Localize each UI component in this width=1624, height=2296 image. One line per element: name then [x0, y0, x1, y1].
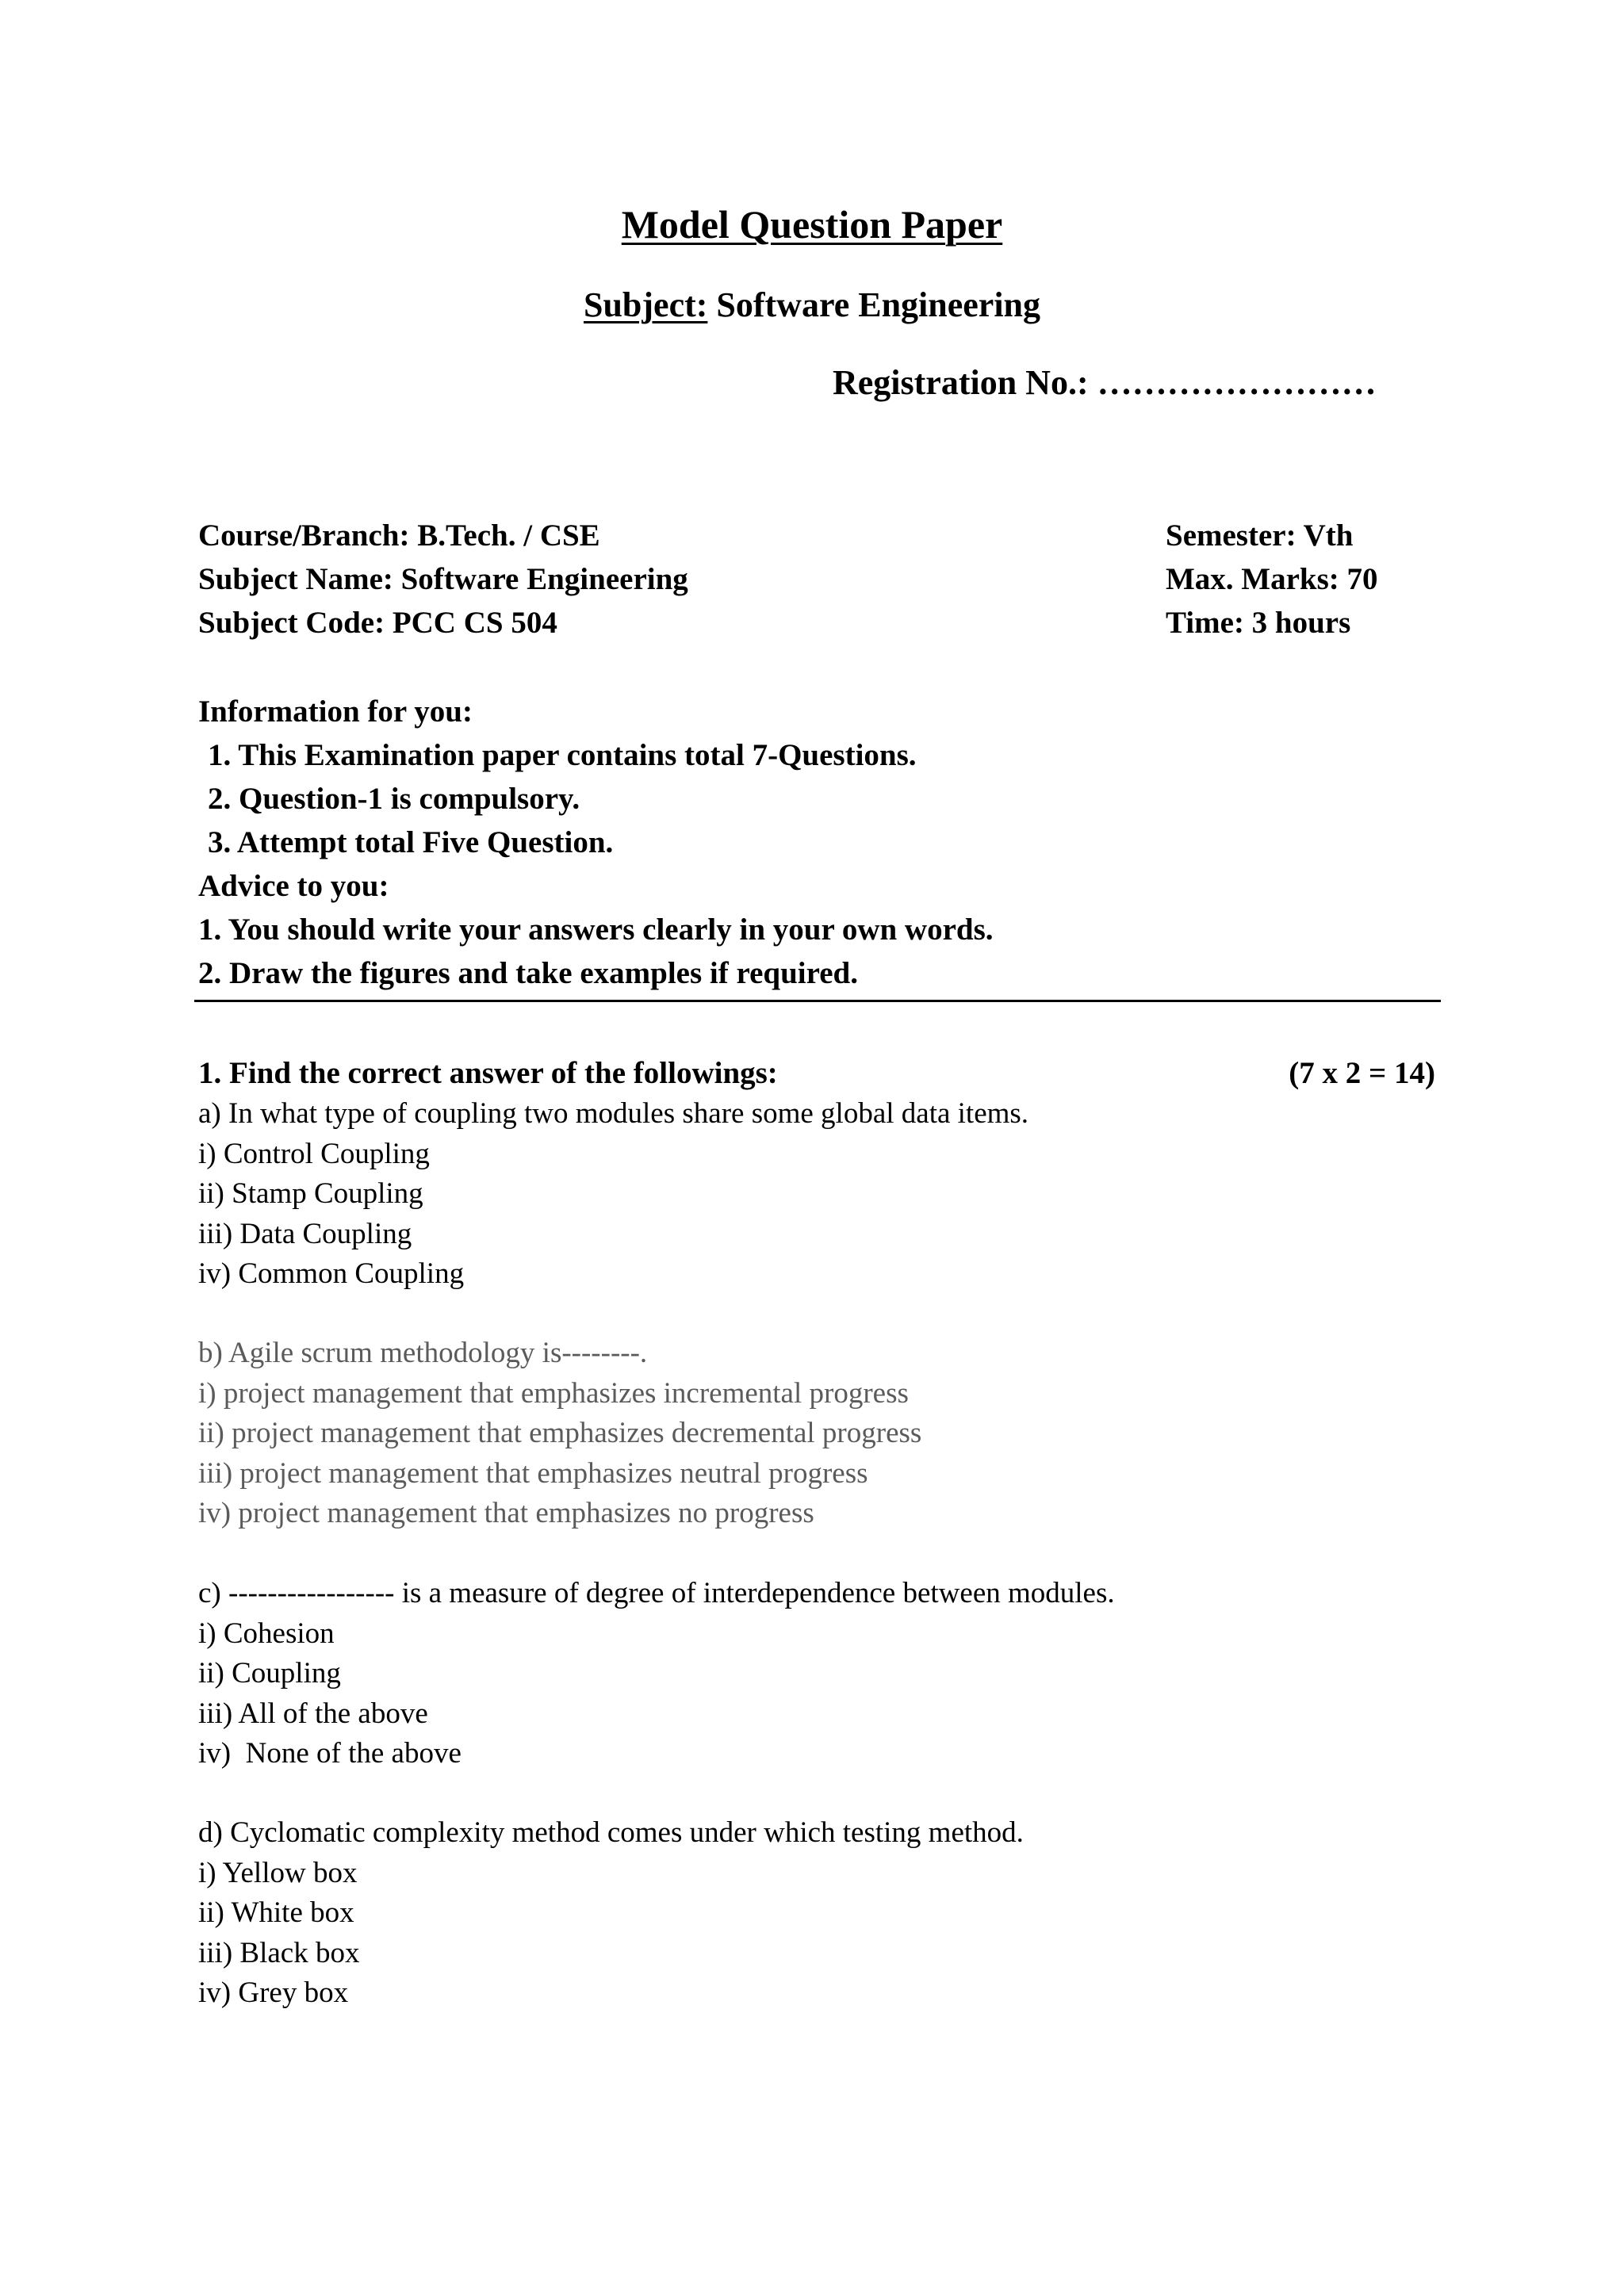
registration-number-line: Registration No.: ……………………	[833, 363, 1377, 402]
mcq-a	[198, 1094, 1028, 1295]
subject-name: Subject Name: Software Engineering	[198, 562, 688, 596]
exam-time: Time: 3 hours	[1166, 606, 1351, 640]
subject-label: Subject:	[583, 285, 708, 324]
mcq-question: d) Cyclomatic complexity method comes under which testing method.	[198, 1816, 1024, 1849]
instructions	[198, 690, 994, 995]
mcq-d	[198, 1813, 1024, 2014]
advice-item: 1. You should write your answers clearly in your own words.	[198, 913, 994, 947]
information-item: 1. This Examination paper contains total 7-Questions.	[208, 738, 917, 772]
mcq-option: ii) Stamp Coupling	[198, 1177, 423, 1210]
mcq-option: iii) Data Coupling	[198, 1217, 412, 1250]
exam-details	[1166, 514, 1378, 645]
mcq-c	[198, 1574, 1115, 1774]
mcq-option: iii) project management that emphasizes neutral progress	[198, 1456, 868, 1490]
horizontal-divider	[194, 1000, 1441, 1002]
information-heading: Information for you:	[198, 695, 473, 729]
subject-heading	[0, 281, 1624, 329]
course-branch: Course/Branch: B.Tech. / CSE	[198, 519, 600, 553]
page-title	[0, 197, 1624, 252]
advice-heading: Advice to you:	[198, 869, 389, 903]
mcq-b	[198, 1334, 921, 1534]
mcq-option: iv) Grey box	[198, 1976, 349, 2009]
information-item: 2. Question-1 is compulsory.	[208, 782, 580, 816]
mcq-question: a) In what type of coupling two modules share some global data items.	[198, 1097, 1029, 1130]
mcq-option: iii) Black box	[198, 1936, 360, 1969]
mcq-question: c) ----------------- is a measure of degree of interdependence between modules.	[198, 1577, 1115, 1609]
semester: Semester: Vth	[1166, 519, 1354, 553]
mcq-option: iv) None of the above	[198, 1737, 462, 1770]
information-item: 3. Attempt total Five Question.	[208, 825, 614, 859]
mcq-option: iii) All of the above	[198, 1697, 428, 1730]
mcq-option: iv) project management that emphasizes no progress	[198, 1497, 814, 1529]
mcq-option: ii) White box	[198, 1896, 354, 1929]
mcq-option: iv) Common Coupling	[198, 1257, 465, 1290]
mcq-option: i) project management that emphasizes incremental progress	[198, 1376, 909, 1410]
question-1-marks: (7 x 2 = 14)	[1289, 1056, 1435, 1090]
advice-item: 2. Draw the figures and take examples if required.	[198, 956, 858, 990]
max-marks: Max. Marks: 70	[1166, 562, 1378, 596]
mcq-option: ii) project management that emphasizes decremental progress	[198, 1417, 922, 1449]
subject-code: Subject Code: PCC CS 504	[198, 606, 557, 640]
question-1-heading	[198, 1051, 1435, 1095]
mcq-option: i) Cohesion	[198, 1617, 335, 1650]
mcq-option: i) Control Coupling	[198, 1137, 430, 1170]
mcq-option: ii) Coupling	[198, 1657, 341, 1689]
mcq-question: b) Agile scrum methodology is--------.	[198, 1337, 648, 1369]
question-1-title: 1. Find the correct answer of the followings:	[198, 1056, 778, 1090]
mcq-option: i) Yellow box	[198, 1856, 358, 1889]
course-details	[198, 514, 688, 645]
subject-value: Software Engineering	[707, 285, 1041, 324]
title-text: Model Question Paper	[621, 202, 1003, 247]
